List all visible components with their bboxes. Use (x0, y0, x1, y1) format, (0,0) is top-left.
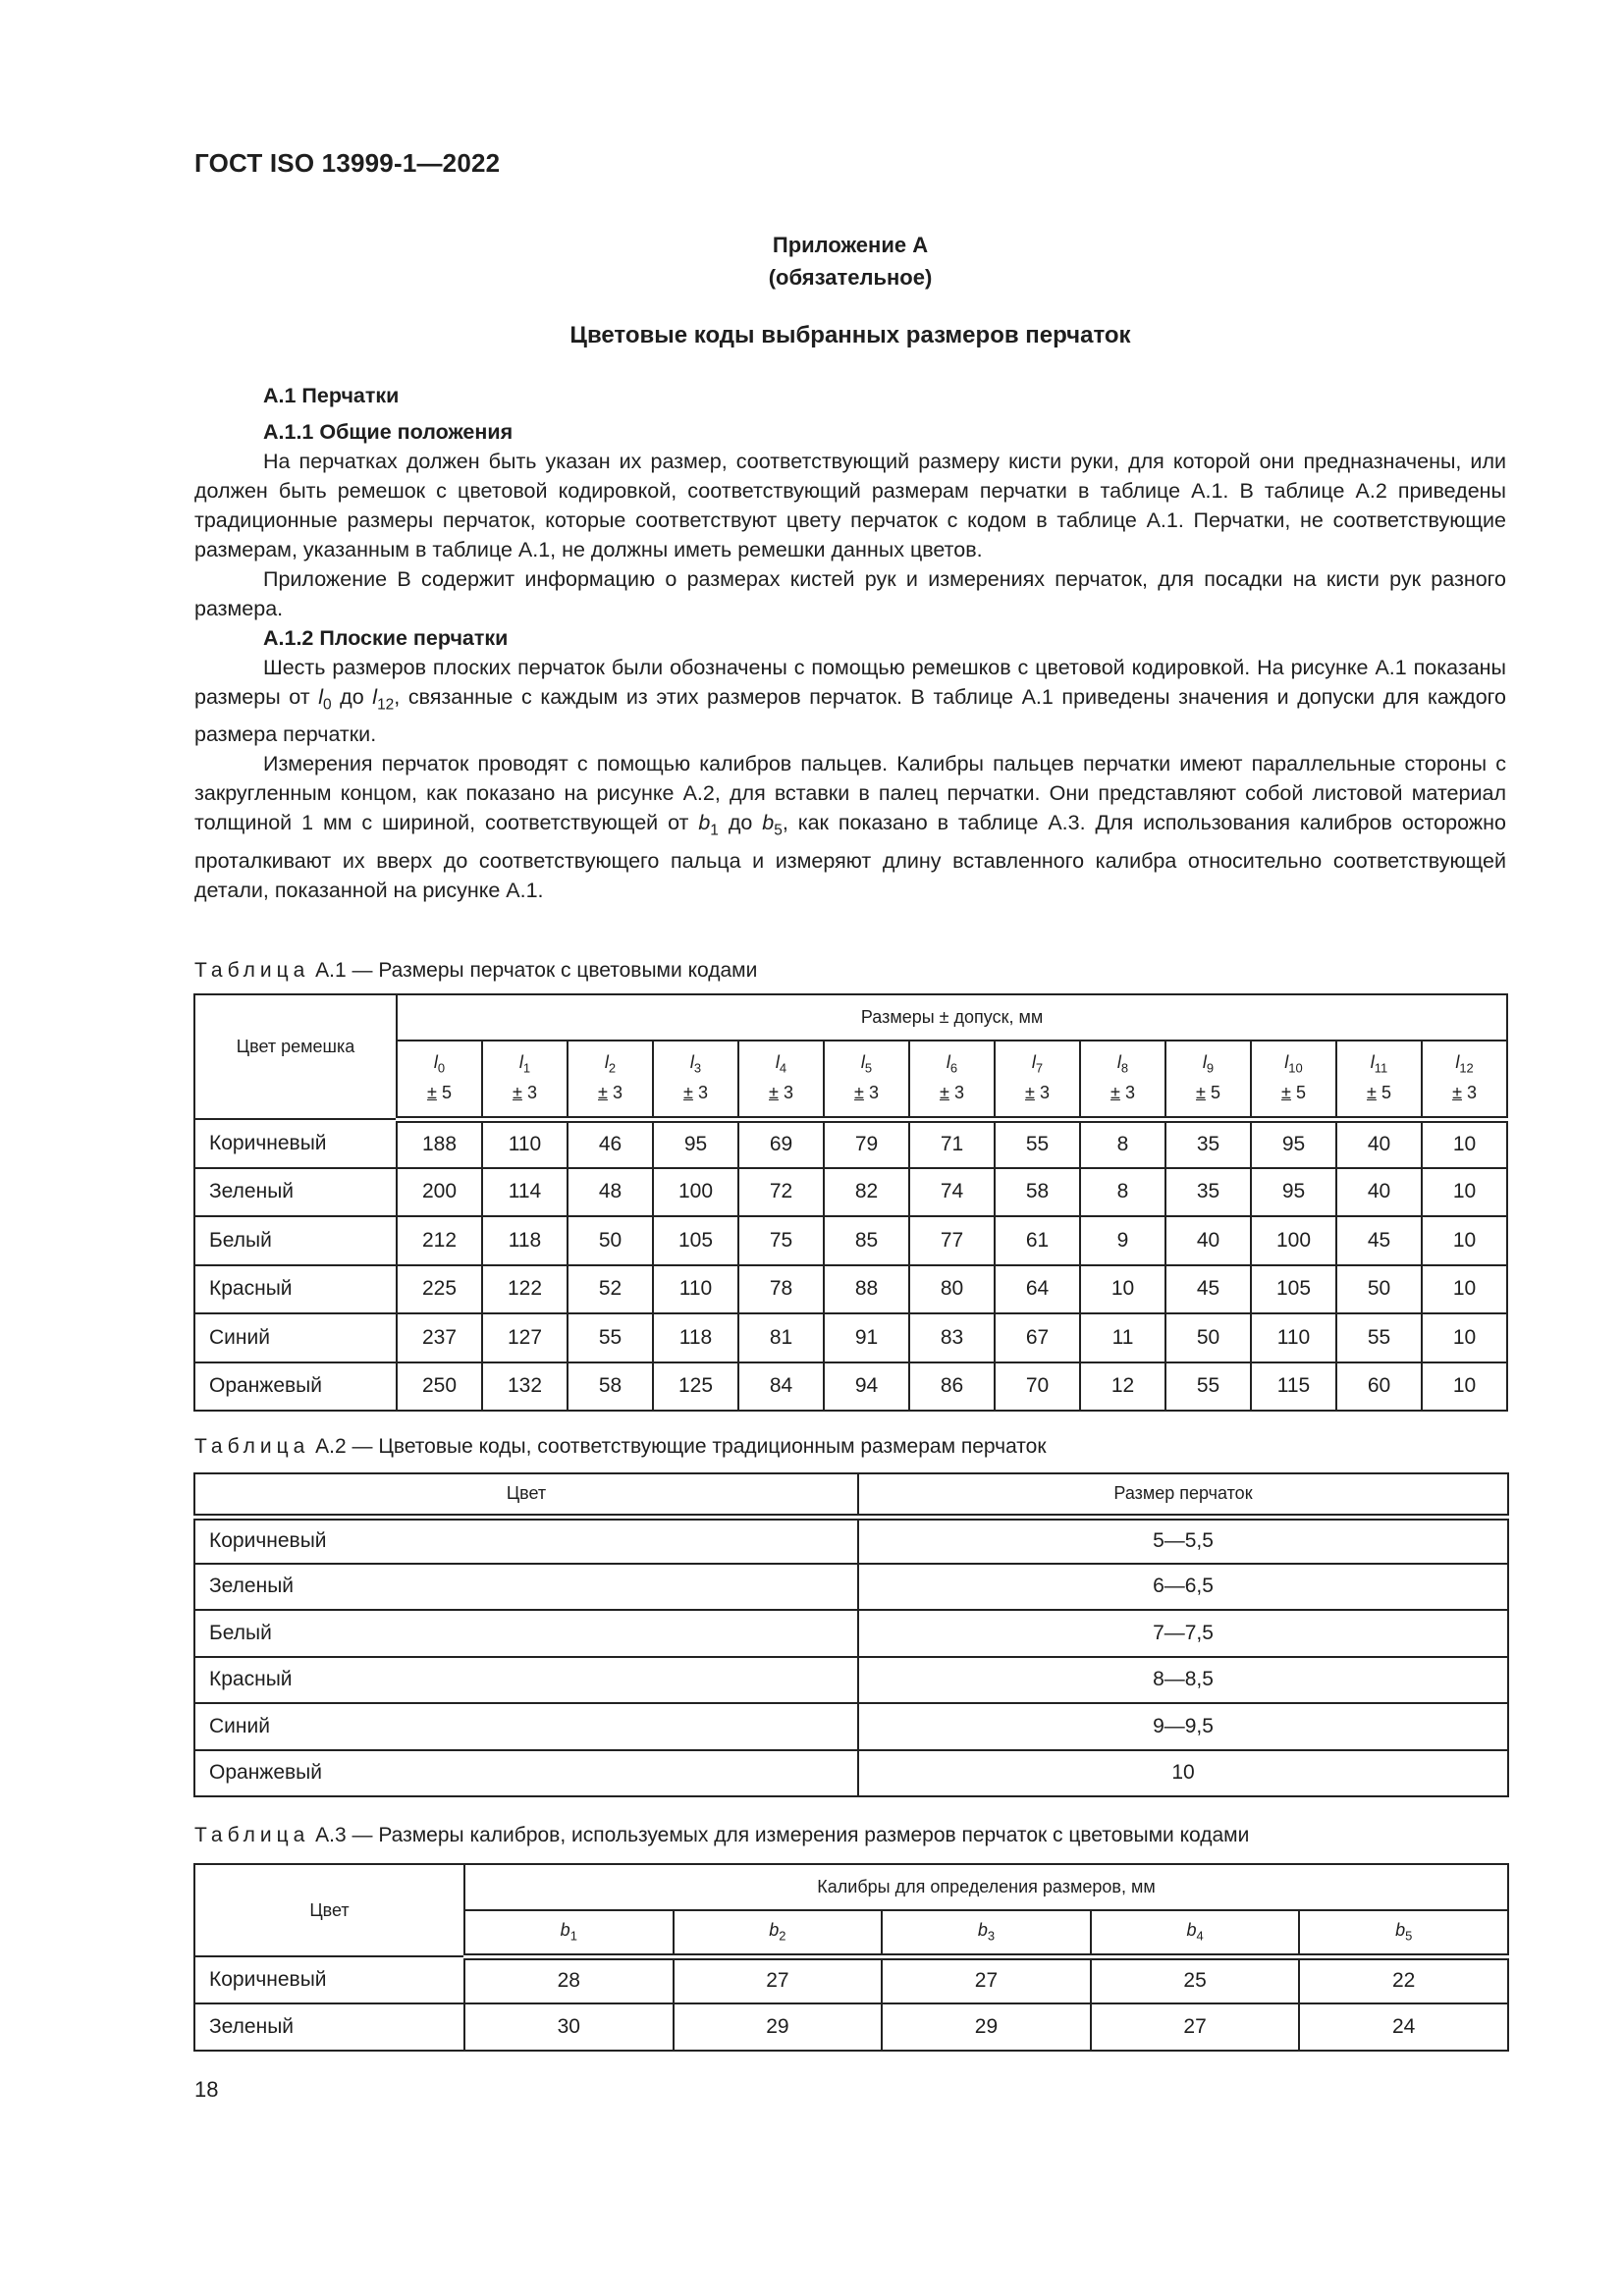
dimension-value: 77 (909, 1216, 995, 1265)
tolerance: ± 5 (427, 1083, 452, 1103)
gauge-value: 22 (1299, 1956, 1508, 2003)
dimension-symbol: $l_{11}$ (1370, 1052, 1388, 1077)
dimension-value: 10 (1422, 1313, 1507, 1362)
dimension-value: 188 (397, 1119, 482, 1168)
table-row (194, 1564, 1508, 1611)
annex-title: Приложение А (772, 233, 929, 257)
dimension-value: 88 (824, 1265, 909, 1314)
dimension-symbol: $l_{10}$ (1284, 1052, 1303, 1077)
annex-status: (обязательное) (768, 265, 933, 290)
dimension-value: 237 (397, 1313, 482, 1362)
dimension-value: 71 (909, 1119, 995, 1168)
dimension-value: 105 (653, 1216, 738, 1265)
table-row (194, 1956, 1508, 2003)
table-a3-group-header: Калибры для определения размеров, мм (464, 1864, 1508, 1910)
page-number: 18 (194, 2077, 219, 2102)
dimension-value: 118 (482, 1216, 568, 1265)
table-a2-caption: Таблица А.2 — Цветовые коды, соответствующие традиционным размерам перчаток (194, 1435, 1047, 1458)
dimension-value: 50 (1336, 1265, 1422, 1314)
table-a1-dim-header (1080, 1041, 1165, 1119)
dimension-value: 110 (482, 1119, 568, 1168)
dimension-symbol: $l_9$ (1202, 1052, 1215, 1077)
table-a1-dim-header (568, 1041, 653, 1119)
paragraph-a12-1: Шесть размеров плоских перчаток были обозначены с помощью ремешков с цветовой кодировкой. На рисунке А.1 показаны размеры от $l_0$ до $l_{12}$, связанные с каждым из этих размеров перчаток. В таблице А.1 приведены значения и допуски для каждого размера перчатки. (194, 656, 1506, 747)
dimension-symbol: $l_4$ (775, 1052, 787, 1077)
table-row (194, 1313, 1507, 1362)
color-name: Коричневый (194, 1956, 464, 2003)
dimension-value: 95 (1251, 1119, 1336, 1168)
dimension-value: 67 (995, 1313, 1080, 1362)
dimension-value: 9 (1080, 1216, 1165, 1265)
dimension-value: 80 (909, 1265, 995, 1314)
dimension-value: 10 (1422, 1216, 1507, 1265)
table-a3-gauge-header: $b_2$ (674, 1910, 883, 1956)
glove-size: 10 (858, 1750, 1508, 1797)
table-a3-gauge-header: $b_1$ (464, 1910, 674, 1956)
dimension-value: 85 (824, 1216, 909, 1265)
dimension-value: 55 (568, 1313, 653, 1362)
tolerance: ± 3 (1452, 1083, 1477, 1103)
table-a1-dim-header (1251, 1041, 1336, 1119)
table-a1-dim-header (824, 1041, 909, 1119)
gauge-value: 29 (674, 2003, 883, 2051)
table-a3-color-header: Цвет (194, 1864, 464, 1956)
dimension-value: 35 (1165, 1119, 1251, 1168)
table-a1-dim-header (1165, 1041, 1251, 1119)
dimension-symbol: $l_1$ (518, 1052, 531, 1077)
table-a1 (193, 993, 1508, 1412)
color-name: Коричневый (194, 1517, 858, 1564)
dimension-value: 61 (995, 1216, 1080, 1265)
table-row (194, 1119, 1507, 1168)
dimension-symbol: $l_3$ (689, 1052, 702, 1077)
dimension-value: 55 (995, 1119, 1080, 1168)
gauge-value: 24 (1299, 2003, 1508, 2051)
gauge-value: 25 (1091, 1956, 1300, 2003)
table-row (194, 1750, 1508, 1797)
dimension-symbol: $l_7$ (1031, 1052, 1044, 1077)
body-text (194, 381, 1506, 905)
tolerance: ± 3 (513, 1083, 537, 1103)
dimension-value: 55 (1165, 1362, 1251, 1412)
tolerance: ± 5 (1281, 1083, 1306, 1103)
tolerance: ± 3 (940, 1083, 964, 1103)
dimension-value: 118 (653, 1313, 738, 1362)
color-name: Красный (194, 1265, 397, 1314)
tolerance: ± 5 (1367, 1083, 1391, 1103)
table-a2 (193, 1472, 1509, 1797)
dimension-value: 110 (1251, 1313, 1336, 1362)
dimension-value: 114 (482, 1168, 568, 1217)
document-id: ГОСТ ISO 13999-1—2022 (194, 148, 501, 178)
table-a3-gauge-header: $b_4$ (1091, 1910, 1300, 1956)
paragraph-a12-2: Измерения перчаток проводят с помощью калибров пальцев. Калибры пальцев перчатки имеют параллельные стороны с закругленным концом, как показано на рисунке А.2, для вставки в палец перчатки. Они представляют собой листовой материал толщиной 1 мм с шириной, соответствующей от $b_1$ до $b_5$, как показано в таблице А.3. Для использования калибров осторожно проталкивают их вверх до соответствующего пальца и измеряют длину вставленного калибра относительно соответствующей детали, показанной на рисунке А.1. (194, 752, 1507, 902)
dimension-value: 45 (1165, 1265, 1251, 1314)
paragraph-a11-2: Приложение В содержит информацию о размерах кистей рук и измерениях перчаток, для посадки на кисти рук разного размера. (194, 567, 1506, 620)
table-a1-dim-header (995, 1041, 1080, 1119)
color-name: Коричневый (194, 1119, 397, 1168)
dimension-value: 40 (1336, 1119, 1422, 1168)
dimension-value: 50 (568, 1216, 653, 1265)
paragraph-a11-1: На перчатках должен быть указан их размер, соответствующий размеру кисти руки, для которой они предназначены, или должен быть ремешок с цветовой кодировкой, соответствующий размерам перчатки в таблице А.1. В таблице А.2 приведены традиционные размеры перчаток, которые соответствуют цвету перчаток с кодом в таблице А.1. Перчатки, не соответствующие размерам, указанным в таблице А.1, не должны иметь ремешки данных цветов. (194, 450, 1506, 561)
color-name: Красный (194, 1657, 858, 1704)
gauge-value: 29 (882, 2003, 1091, 2051)
dimension-value: 122 (482, 1265, 568, 1314)
dimension-value: 58 (568, 1362, 653, 1412)
dimension-value: 12 (1080, 1362, 1165, 1412)
gauge-value: 28 (464, 1956, 674, 2003)
table-row (194, 1168, 1507, 1217)
dimension-value: 50 (1165, 1313, 1251, 1362)
table-a1-dim-header (482, 1041, 568, 1119)
dimension-symbol: $l_{12}$ (1455, 1052, 1474, 1077)
table-a3 (193, 1863, 1509, 2052)
heading-a11: А.1.1 Общие положения (263, 420, 514, 444)
dimension-value: 125 (653, 1362, 738, 1412)
table-row (194, 1362, 1507, 1412)
dimension-value: 72 (738, 1168, 824, 1217)
dimension-symbol: $l_6$ (946, 1052, 958, 1077)
dimension-value: 100 (653, 1168, 738, 1217)
table-a2-size-header: Размер перчаток (858, 1473, 1508, 1517)
dimension-value: 10 (1422, 1119, 1507, 1168)
dimension-value: 48 (568, 1168, 653, 1217)
dimension-value: 91 (824, 1313, 909, 1362)
dimension-value: 250 (397, 1362, 482, 1412)
dimension-value: 45 (1336, 1216, 1422, 1265)
table-a1-dim-header (1336, 1041, 1422, 1119)
tolerance: ± 3 (769, 1083, 793, 1103)
color-name: Белый (194, 1610, 858, 1657)
color-name: Оранжевый (194, 1362, 397, 1412)
dimension-value: 46 (568, 1119, 653, 1168)
dimension-value: 10 (1422, 1265, 1507, 1314)
color-name: Зеленый (194, 1564, 858, 1611)
table-a1-dim-header (397, 1041, 482, 1119)
heading-a12: А.1.2 Плоские перчатки (263, 626, 509, 650)
glove-size: 6—6,5 (858, 1564, 1508, 1611)
table-a3-gauge-header: $b_5$ (1299, 1910, 1508, 1956)
dimension-value: 11 (1080, 1313, 1165, 1362)
dimension-value: 100 (1251, 1216, 1336, 1265)
dimension-symbol: $l_2$ (604, 1052, 617, 1077)
dimension-value: 64 (995, 1265, 1080, 1314)
glove-size: 8—8,5 (858, 1657, 1508, 1704)
dimension-value: 79 (824, 1119, 909, 1168)
tolerance: ± 3 (854, 1083, 879, 1103)
tolerance: ± 3 (683, 1083, 708, 1103)
dimension-value: 60 (1336, 1362, 1422, 1412)
dimension-value: 8 (1080, 1119, 1165, 1168)
dimension-symbol: $l_8$ (1116, 1052, 1129, 1077)
table-row (194, 1657, 1508, 1704)
color-name: Белый (194, 1216, 397, 1265)
dimension-symbol: $l_5$ (860, 1052, 873, 1077)
dimension-value: 95 (653, 1119, 738, 1168)
dimension-value: 35 (1165, 1168, 1251, 1217)
dimension-value: 95 (1251, 1168, 1336, 1217)
color-name: Зеленый (194, 2003, 464, 2051)
table-a1-color-header: Цвет ремешка (194, 994, 397, 1119)
dimension-value: 84 (738, 1362, 824, 1412)
dimension-value: 127 (482, 1313, 568, 1362)
tolerance: ± 3 (1110, 1083, 1135, 1103)
gauge-value: 27 (674, 1956, 883, 2003)
color-name: Оранжевый (194, 1750, 858, 1797)
dimension-symbol: $l_0$ (433, 1052, 446, 1077)
dimension-value: 78 (738, 1265, 824, 1314)
table-row (194, 1517, 1508, 1564)
table-row (194, 1703, 1508, 1750)
color-name: Синий (194, 1313, 397, 1362)
gauge-value: 27 (882, 1956, 1091, 2003)
dimension-value: 86 (909, 1362, 995, 1412)
color-name: Синий (194, 1703, 858, 1750)
dimension-value: 10 (1422, 1168, 1507, 1217)
table-a1-dim-header (909, 1041, 995, 1119)
table-row (194, 2003, 1508, 2051)
table-a3-gauge-header: $b_3$ (882, 1910, 1091, 1956)
gauge-value: 30 (464, 2003, 674, 2051)
table-a1-dim-header (738, 1041, 824, 1119)
dimension-value: 55 (1336, 1313, 1422, 1362)
tolerance: ± 3 (598, 1083, 623, 1103)
dimension-value: 69 (738, 1119, 824, 1168)
tolerance: ± 5 (1196, 1083, 1220, 1103)
annex-section-title: Цветовые коды выбранных размеров перчаток (569, 322, 1131, 348)
heading-a1: А.1 Перчатки (263, 384, 400, 407)
table-a2-color-header: Цвет (194, 1473, 858, 1517)
dimension-value: 40 (1165, 1216, 1251, 1265)
dimension-value: 225 (397, 1265, 482, 1314)
table-a1-caption: Таблица А.1 — Размеры перчаток с цветовыми кодами (194, 959, 758, 982)
table-a1-dim-header (1422, 1041, 1507, 1119)
color-name: Зеленый (194, 1168, 397, 1217)
dimension-value: 75 (738, 1216, 824, 1265)
dimension-value: 105 (1251, 1265, 1336, 1314)
dimension-value: 83 (909, 1313, 995, 1362)
dimension-value: 82 (824, 1168, 909, 1217)
glove-size: 5—5,5 (858, 1517, 1508, 1564)
table-a3-caption: Таблица А.3 — Размеры калибров, используемых для измерения размеров перчаток с цветовыми кодами (194, 1824, 1250, 1846)
table-a1-dim-header (653, 1041, 738, 1119)
dimension-value: 10 (1080, 1265, 1165, 1314)
dimension-value: 74 (909, 1168, 995, 1217)
dimension-value: 8 (1080, 1168, 1165, 1217)
glove-size: 7—7,5 (858, 1610, 1508, 1657)
gauge-value: 27 (1091, 2003, 1300, 2051)
dimension-value: 70 (995, 1362, 1080, 1412)
dimension-value: 115 (1251, 1362, 1336, 1412)
dimension-value: 58 (995, 1168, 1080, 1217)
dimension-value: 132 (482, 1362, 568, 1412)
glove-size: 9—9,5 (858, 1703, 1508, 1750)
dimension-value: 200 (397, 1168, 482, 1217)
table-row (194, 1216, 1507, 1265)
table-a1-group-header: Размеры ± допуск, мм (397, 994, 1507, 1041)
dimension-value: 52 (568, 1265, 653, 1314)
table-row (194, 1610, 1508, 1657)
dimension-value: 110 (653, 1265, 738, 1314)
table-row (194, 1265, 1507, 1314)
dimension-value: 40 (1336, 1168, 1422, 1217)
dimension-value: 10 (1422, 1362, 1507, 1412)
dimension-value: 94 (824, 1362, 909, 1412)
dimension-value: 212 (397, 1216, 482, 1265)
dimension-value: 81 (738, 1313, 824, 1362)
tolerance: ± 3 (1025, 1083, 1050, 1103)
